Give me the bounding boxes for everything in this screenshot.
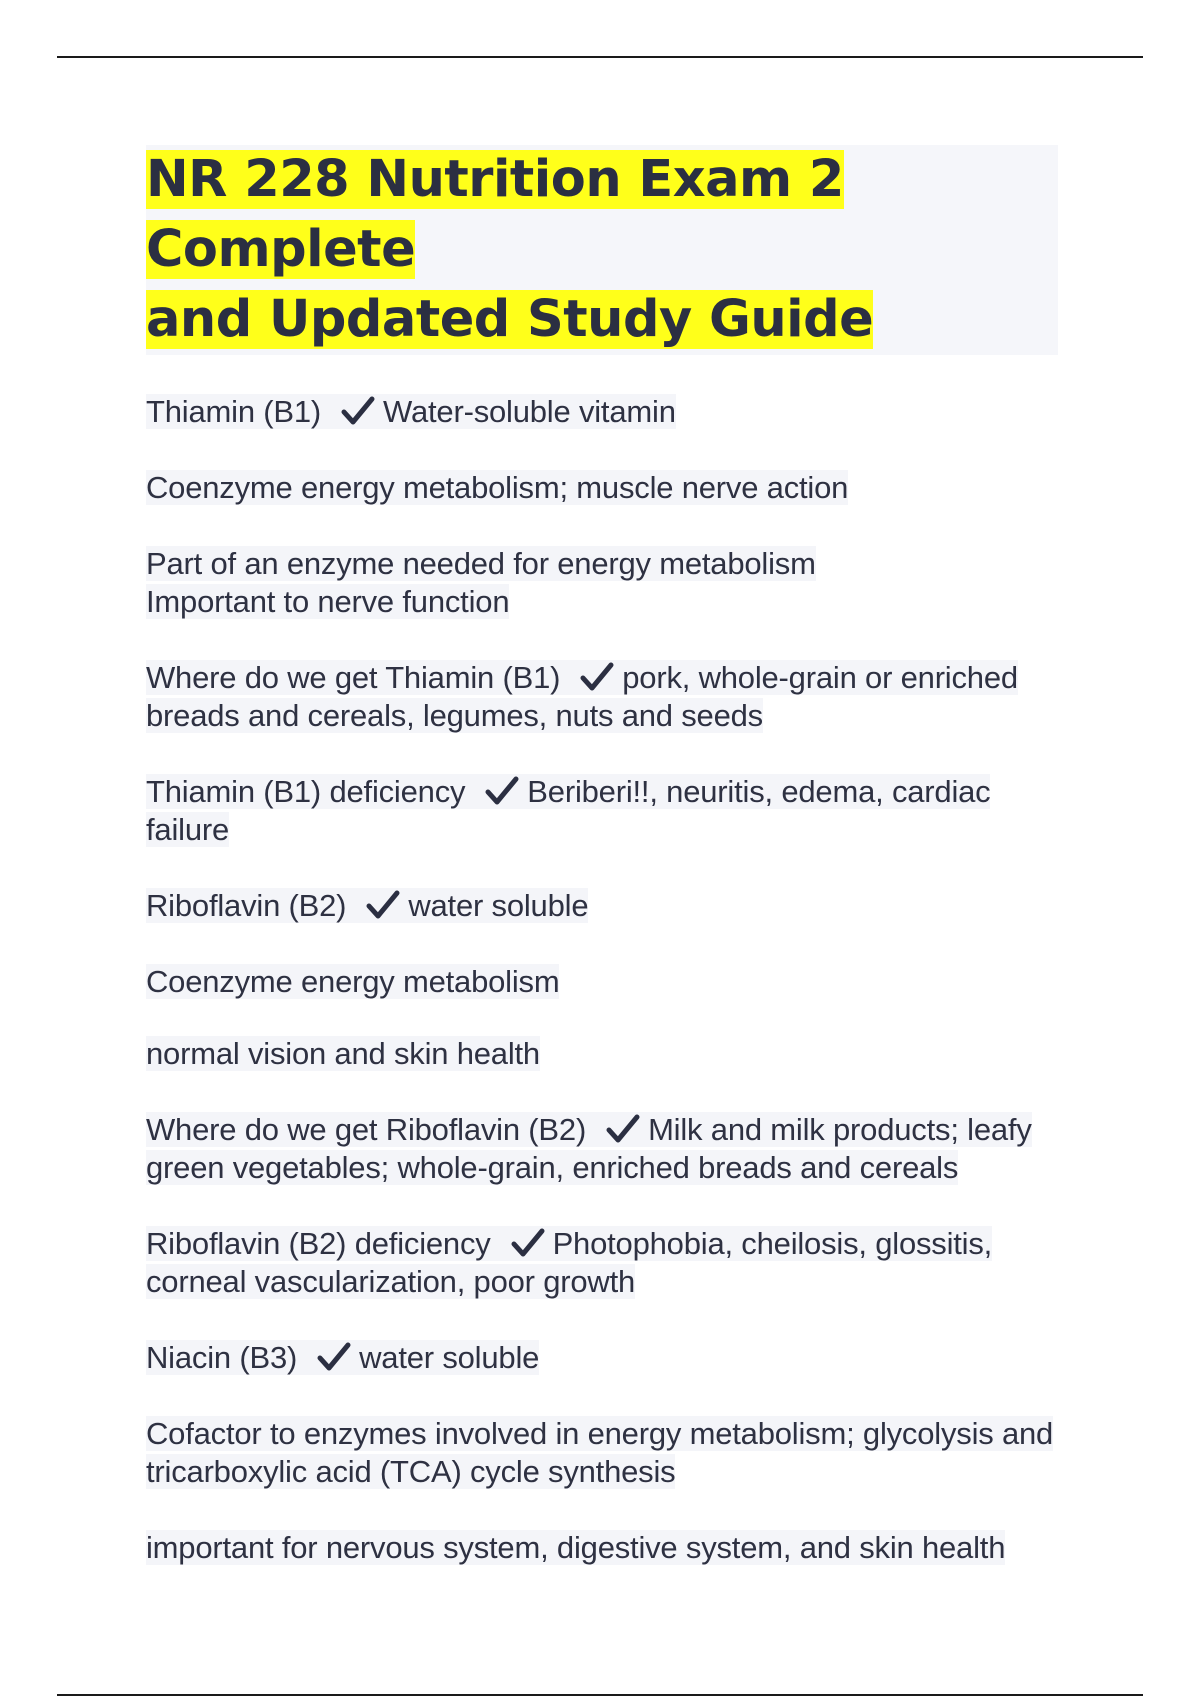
entry-answer: Water-soluble vitamin	[383, 394, 676, 429]
check-icon	[341, 396, 375, 426]
title-line-1: NR 228 Nutrition Exam 2 Complete	[146, 150, 844, 279]
check-icon	[366, 890, 400, 920]
check-icon	[606, 1114, 640, 1144]
entry-answer: Beriberi!!, neuritis, edema, cardiac failure	[146, 774, 991, 847]
flashcard-entry	[146, 1339, 1058, 1377]
entry-term: Where do we get Riboflavin (B2)	[146, 1112, 587, 1147]
flashcard-entry	[146, 1415, 1058, 1491]
flashcard-entry	[146, 1111, 1058, 1187]
flashcard-entry	[146, 773, 1058, 849]
entry-text: important for nervous system, digestive system, and skin health	[146, 1530, 1006, 1565]
entry-answer: pork, whole-grain or enriched breads and cereals, legumes, nuts and seeds	[146, 660, 1018, 733]
flashcard-entry	[146, 469, 1058, 507]
check-icon	[511, 1228, 545, 1258]
flashcard-entry	[146, 393, 1058, 431]
title-block	[146, 145, 1058, 355]
check-icon	[580, 662, 614, 692]
entry-text-2: Important to nerve function	[146, 584, 510, 619]
entry-term: Niacin (B3)	[146, 1340, 298, 1375]
entry-text: Cofactor to enzymes involved in energy metabolism; glycolysis and tricarboxylic acid (TCA) cycle synthesis	[146, 1416, 1054, 1489]
title-line-2: and Updated Study Guide	[146, 290, 874, 349]
document-body	[146, 145, 1058, 1605]
flashcard-entry	[146, 1225, 1058, 1301]
flashcard-entry	[146, 659, 1058, 735]
check-icon	[485, 776, 519, 806]
entry-answer: Milk and milk products; leafy green vegetables; whole-grain, enriched breads and cereals	[146, 1112, 1032, 1185]
flashcard-entry	[146, 545, 1058, 621]
entry-answer: Photophobia, cheilosis, glossitis, corneal vascularization, poor growth	[146, 1226, 993, 1299]
check-icon	[317, 1342, 351, 1372]
header-rule	[57, 56, 1143, 58]
flashcard-entry	[146, 963, 1058, 1001]
page-title	[146, 145, 1058, 355]
entry-text: Coenzyme energy metabolism; muscle nerve action	[146, 470, 849, 505]
entry-text: Part of an enzyme needed for energy metabolism	[146, 546, 816, 581]
flashcard-entry	[146, 887, 1058, 925]
entry-term: Riboflavin (B2)	[146, 888, 347, 923]
flashcard-entry	[146, 1529, 1058, 1567]
footer-rule	[57, 1694, 1143, 1696]
entry-term: Thiamin (B1)	[146, 394, 322, 429]
entry-answer: water soluble	[359, 1340, 540, 1375]
entry-text: normal vision and skin health	[146, 1036, 540, 1071]
entry-term: Thiamin (B1) deficiency	[146, 774, 466, 809]
flashcard-entry	[146, 1035, 1058, 1073]
entry-text: Coenzyme energy metabolism	[146, 964, 560, 999]
entry-term: Where do we get Thiamin (B1)	[146, 660, 561, 695]
entry-answer: water soluble	[408, 888, 589, 923]
title-highlight	[146, 150, 873, 349]
entry-term: Riboflavin (B2) deficiency	[146, 1226, 491, 1261]
